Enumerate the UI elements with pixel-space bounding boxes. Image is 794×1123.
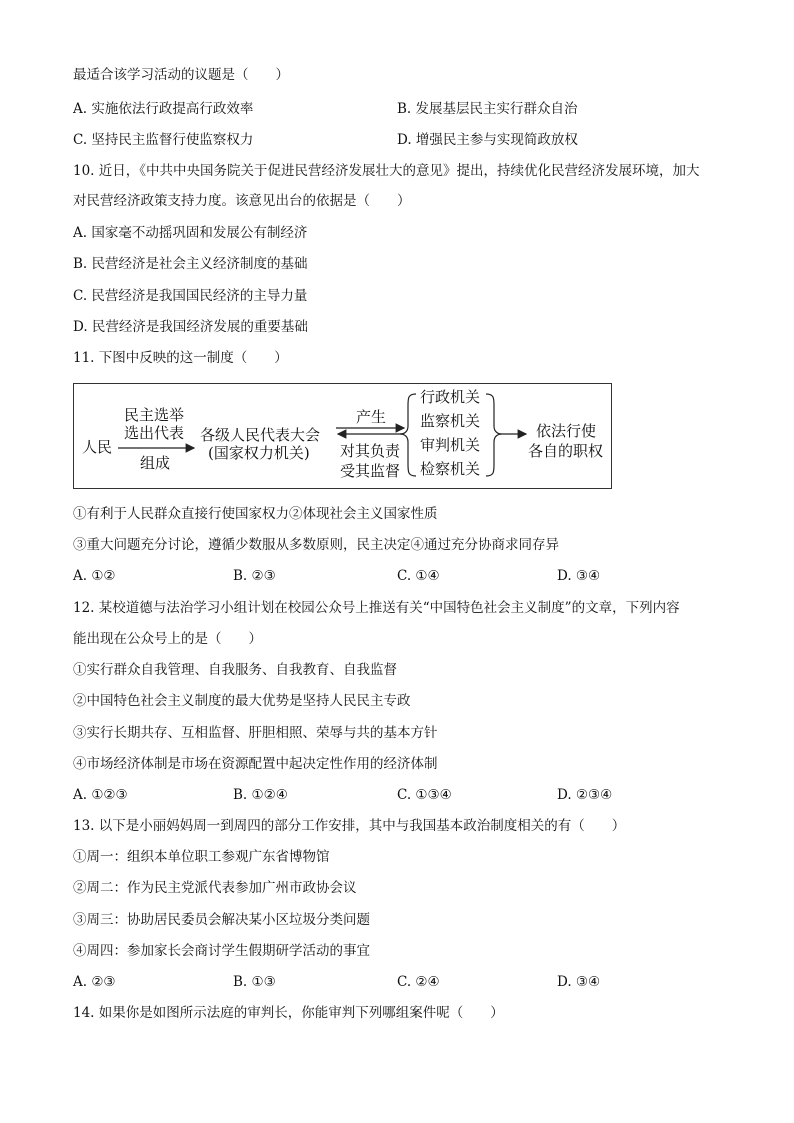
supervised-label: 受其监督 bbox=[340, 462, 401, 480]
q13-statement-2: ②周二：作为民主党派代表参加广州市政协会议 bbox=[73, 880, 357, 896]
q10-stem-line2: 对民营经济政策支持力度。该意见出台的依据是（ ） bbox=[73, 193, 411, 209]
q11-option-a: A. ①② bbox=[73, 568, 116, 584]
organ-supervisory: 监察机关 bbox=[420, 412, 481, 430]
q11-option-b: B. ②③ bbox=[233, 568, 276, 584]
q13-option-a: A. ②③ bbox=[73, 974, 116, 990]
q13-option-c: C. ②④ bbox=[397, 974, 440, 990]
q13-option-d: D. ③④ bbox=[557, 974, 601, 990]
q12-statement-2: ②中国特色社会主义制度的最大优势是坚持人民民主专政 bbox=[73, 693, 411, 709]
q12-stem-line2: 能出现在公众号上的是（ ） bbox=[73, 631, 262, 647]
left-brace bbox=[400, 394, 416, 476]
q9-option-d: D. 增强民主参与实现简政放权 bbox=[397, 132, 578, 148]
q11-option-d: D. ③④ bbox=[557, 568, 601, 584]
result-label-1: 依法行使 bbox=[536, 422, 597, 440]
q12-option-a: A. ①②③ bbox=[73, 787, 128, 803]
congress-sub-label: (国家权力机关) bbox=[208, 444, 310, 462]
q12-stem-line1: 12. 某校道德与法治学习小组计划在校园公众号上推送有关“中国特色社会主义制度”的文章，下列内容 bbox=[73, 600, 680, 616]
right-brace bbox=[486, 394, 502, 476]
q11-statements-line1: ①有利于人民群众直接行使国家权力②体现社会主义国家性质 bbox=[73, 506, 438, 522]
q12-statement-3: ③实行长期共存、互相监督、肝胆相照、荣辱与共的基本方针 bbox=[73, 725, 438, 741]
q13-option-b: B. ①③ bbox=[233, 974, 276, 990]
q11-stem: 11. 下图中反映的这一制度（ ） bbox=[73, 350, 288, 366]
organ-procuratorial: 检察机关 bbox=[420, 460, 481, 478]
q14-stem: 14. 如果你是如图所示法庭的审判长，你能审判下列哪组案件呢（ ） bbox=[73, 1005, 504, 1021]
q9-option-b: B. 发展基层民主实行群众自治 bbox=[397, 101, 578, 117]
q12-option-d: D. ②③④ bbox=[557, 787, 613, 803]
q10-option-a: A. 国家毫不动摇巩固和发展公有制经济 bbox=[73, 225, 308, 241]
q9-option-c: C. 坚持民主监督行使监察权力 bbox=[73, 132, 254, 148]
q10-stem-line1: 10. 近日，《中共中央国务院关于促进民营经济发展壮大的意见》提出，持续优化民营经济发展环境，加大 bbox=[73, 163, 700, 179]
q12-statement-4: ④市场经济体制是市场在资源配置中起决定性作用的经济体制 bbox=[73, 756, 438, 772]
elect-top2-label: 选出代表 bbox=[124, 424, 185, 442]
q13-statement-4: ④周四：参加家长会商讨学生假期研学活动的事宜 bbox=[73, 943, 370, 959]
q13-statement-1: ①周一：组织本单位职工参观广东省博物馆 bbox=[73, 849, 330, 865]
q12-option-c: C. ①③④ bbox=[397, 787, 452, 803]
q10-option-b: B. 民营经济是社会主义经济制度的基础 bbox=[73, 256, 308, 272]
q13-statement-3: ③周三：协助居民委员会解决某小区垃圾分类问题 bbox=[73, 912, 370, 928]
political-system-diagram bbox=[73, 383, 612, 489]
q13-stem: 13. 以下是小丽妈妈周一到周四的部分工作安排，其中与我国基本政治制度相关的有（ ） bbox=[73, 818, 626, 834]
q11-option-c: C. ①④ bbox=[397, 568, 440, 584]
q9-stem-tail: 最适合该学习活动的议题是（ ） bbox=[73, 67, 289, 83]
q9-option-a: A. 实施依法行政提高行政效率 bbox=[73, 101, 254, 117]
congress-label: 各级人民代表大会 bbox=[200, 426, 321, 444]
q12-statement-1: ①实行群众自我管理、自我服务、自我教育、自我监督 bbox=[73, 662, 397, 678]
q10-option-d: D. 民营经济是我国经济发展的重要基础 bbox=[73, 319, 308, 335]
produce-label: 产生 bbox=[356, 408, 387, 426]
responsible-label: 对其负责 bbox=[340, 442, 401, 460]
q12-option-b: B. ①②④ bbox=[233, 787, 288, 803]
people-label: 人民 bbox=[82, 438, 113, 456]
organ-judicial: 审判机关 bbox=[420, 436, 481, 454]
elect-top1-label: 民主选举 bbox=[124, 406, 185, 424]
elect-bottom-label: 组成 bbox=[140, 454, 171, 472]
q10-option-c: C. 民营经济是我国国民经济的主导力量 bbox=[73, 288, 308, 304]
organ-administrative: 行政机关 bbox=[420, 388, 481, 406]
q11-statements-line2: ③重大问题充分讨论，遵循少数服从多数原则，民主决定④通过充分协商求同存异 bbox=[73, 537, 559, 553]
result-label-2: 各自的职权 bbox=[528, 442, 604, 460]
